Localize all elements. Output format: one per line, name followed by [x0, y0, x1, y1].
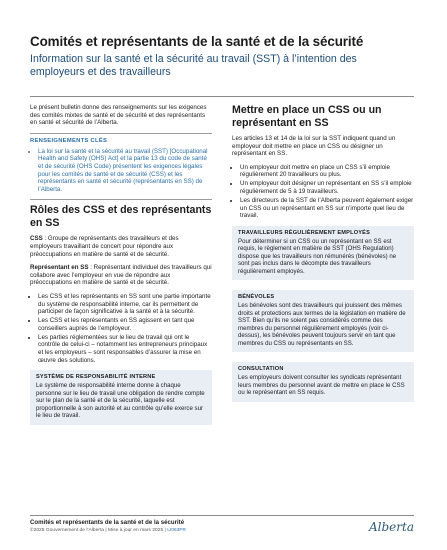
css-term: CSS	[30, 235, 43, 243]
roles-divider	[30, 199, 212, 200]
footer-meta	[30, 528, 414, 533]
left-column	[30, 104, 212, 435]
css-def-text: : Groupe de représentants des travailleurs et des employeurs travaillant de concert pour répondre aux préoccupations en matière de santé et de sécurité.	[30, 235, 179, 258]
alberta-logo: Alberta	[369, 520, 414, 534]
roles-heading: Rôles des CSS et des représentants en SS	[30, 204, 212, 229]
roles-list	[30, 293, 212, 364]
key-info-item: • La loi sur la santé et la sécurité au travail (SST) [Occupational Health and Safety (OHS) Act] et la partie 13 du code de santé et de sécurité (OHS Code) présentent les exigences légales pour les comités de santé et de sécurité (CSS) et les représentants en santé et sécurité (représentants en SS) de l’Alberta.	[38, 148, 212, 194]
footer-meta-text: ©2025 Gouvernement de l’Alberta | Mise à jour en mars 2025 |	[30, 528, 168, 533]
footer	[30, 515, 414, 533]
publication-code-link[interactable]: LI063FR	[167, 528, 186, 533]
volunteers-box	[232, 290, 414, 352]
box-text: Le système de responsabilité interne donne à chaque personne sur le lieu de travail une obligation de rendre compte sur le plan de la santé et de la sécurité, laquelle est proportionnelle à son autorité et au contrôle qu’elle exerce sur le lieu de travail.	[36, 382, 205, 420]
box-title: CONSULTATION	[238, 366, 284, 373]
css-definition	[30, 235, 212, 258]
key-info-title: RENSEIGNEMENTS CLÉS	[30, 137, 108, 144]
rep-term: Représentant en SS	[30, 264, 89, 272]
roles-list-item: • Les CSS et les représentants en SS agissent en tant que conseillers auprès de l’employeur.	[38, 317, 212, 332]
rep-def-text: : Représentant individuel des travailleurs qui collabore avec l’employeur en vue de répondre aux préoccupations en matière de santé et de sécurité.	[30, 264, 212, 287]
page-title: Comités et représentants de la santé et de la sécurité	[30, 34, 364, 49]
header	[30, 34, 430, 79]
rep-definition	[30, 264, 212, 287]
key-info-list	[30, 148, 212, 194]
setup-intro: Les articles 13 et 14 de la loi sur la SST indiquent quand un employeur doit mettre en place un CSS ou désigner un représentant en SS.	[232, 135, 396, 158]
box-text: Les employeurs doivent consulter les syndicats représentant leurs membres du personnel avant de mettre en place le CSS ou le représentant en SS requis.	[238, 374, 405, 397]
setup-heading: Mettre en place un CSS ou un représentant en SS	[232, 104, 382, 129]
box-text: Pour déterminer si un CSS ou un représentant en SS est requis, le règlement en matière de SST (OHS Regulation) dispose que les travailleurs non rémunérés (bénévoles) ne sont pas inclus dans le décompte des travailleurs régulièrement employés.	[238, 237, 397, 275]
page-subtitle: Information sur la santé et la sécurité au travail (SST) à l’intention des employeurs et des travailleurs	[30, 53, 357, 78]
header-divider	[30, 96, 414, 97]
setup-list-item: • Un employeur doit désigner un représentant en SS s’il emploie régulièrement de 5 à 19 travailleurs.	[240, 180, 414, 195]
consultation-box	[232, 362, 414, 402]
box-title: BÉNÉVOLES	[238, 294, 275, 301]
footer-title: Comités et représentants de la santé et de la sécurité	[30, 519, 185, 526]
intro-paragraph: Le présent bulletin donne des renseignements sur les exigences des comités mixtes de santé et de sécurité et des représentants en santé et sécurité de l’Alberta.	[30, 104, 207, 127]
box-title: TRAVAILLEURS RÉGULIÈREMENT EMPLOYÉS	[238, 229, 371, 236]
regular-workers-box	[232, 226, 414, 281]
setup-list-item: • Les directeurs de la SST de l’Alberta peuvent également exiger un CSS ou un représentant en SS sur n’importe quel lieu de travail.	[240, 197, 414, 220]
internal-responsibility-box	[30, 370, 212, 425]
setup-list	[232, 164, 414, 220]
key-info-divider	[30, 133, 212, 134]
box-text: Les bénévoles sont des travailleurs qui jouissent des mêmes droits et protections aux termes de la législation en matière de SST. Bien qu’ils ne soient pas considérés comme des membres du personnel régulièrement employés (voir ci-dessus), les bénévoles peuvent toujours servir en tant que membres du CSS ou représentants en SS.	[238, 302, 406, 347]
roles-list-item: • Les parties réglementées sur le lieu de travail qui ont le contrôle de celui-ci – notamment les entrepreneurs principaux et les employeurs – sont responsables d’assurer la mise en œuvre des solutions.	[38, 334, 212, 364]
right-column	[232, 104, 414, 412]
roles-list-item: • Les CSS et les représentants en SS sont une partie importante du système de responsabilité interne, car ils permettent de participer de façon significative à la santé et à la sécurité.	[38, 293, 212, 316]
box-title: SYSTÈME DE RESPONSABILITÉ INTERNE	[36, 374, 156, 381]
setup-list-item: • Un employeur doit mettre en place un CSS s’il emploie régulièrement 20 travailleurs ou plus.	[240, 164, 414, 179]
